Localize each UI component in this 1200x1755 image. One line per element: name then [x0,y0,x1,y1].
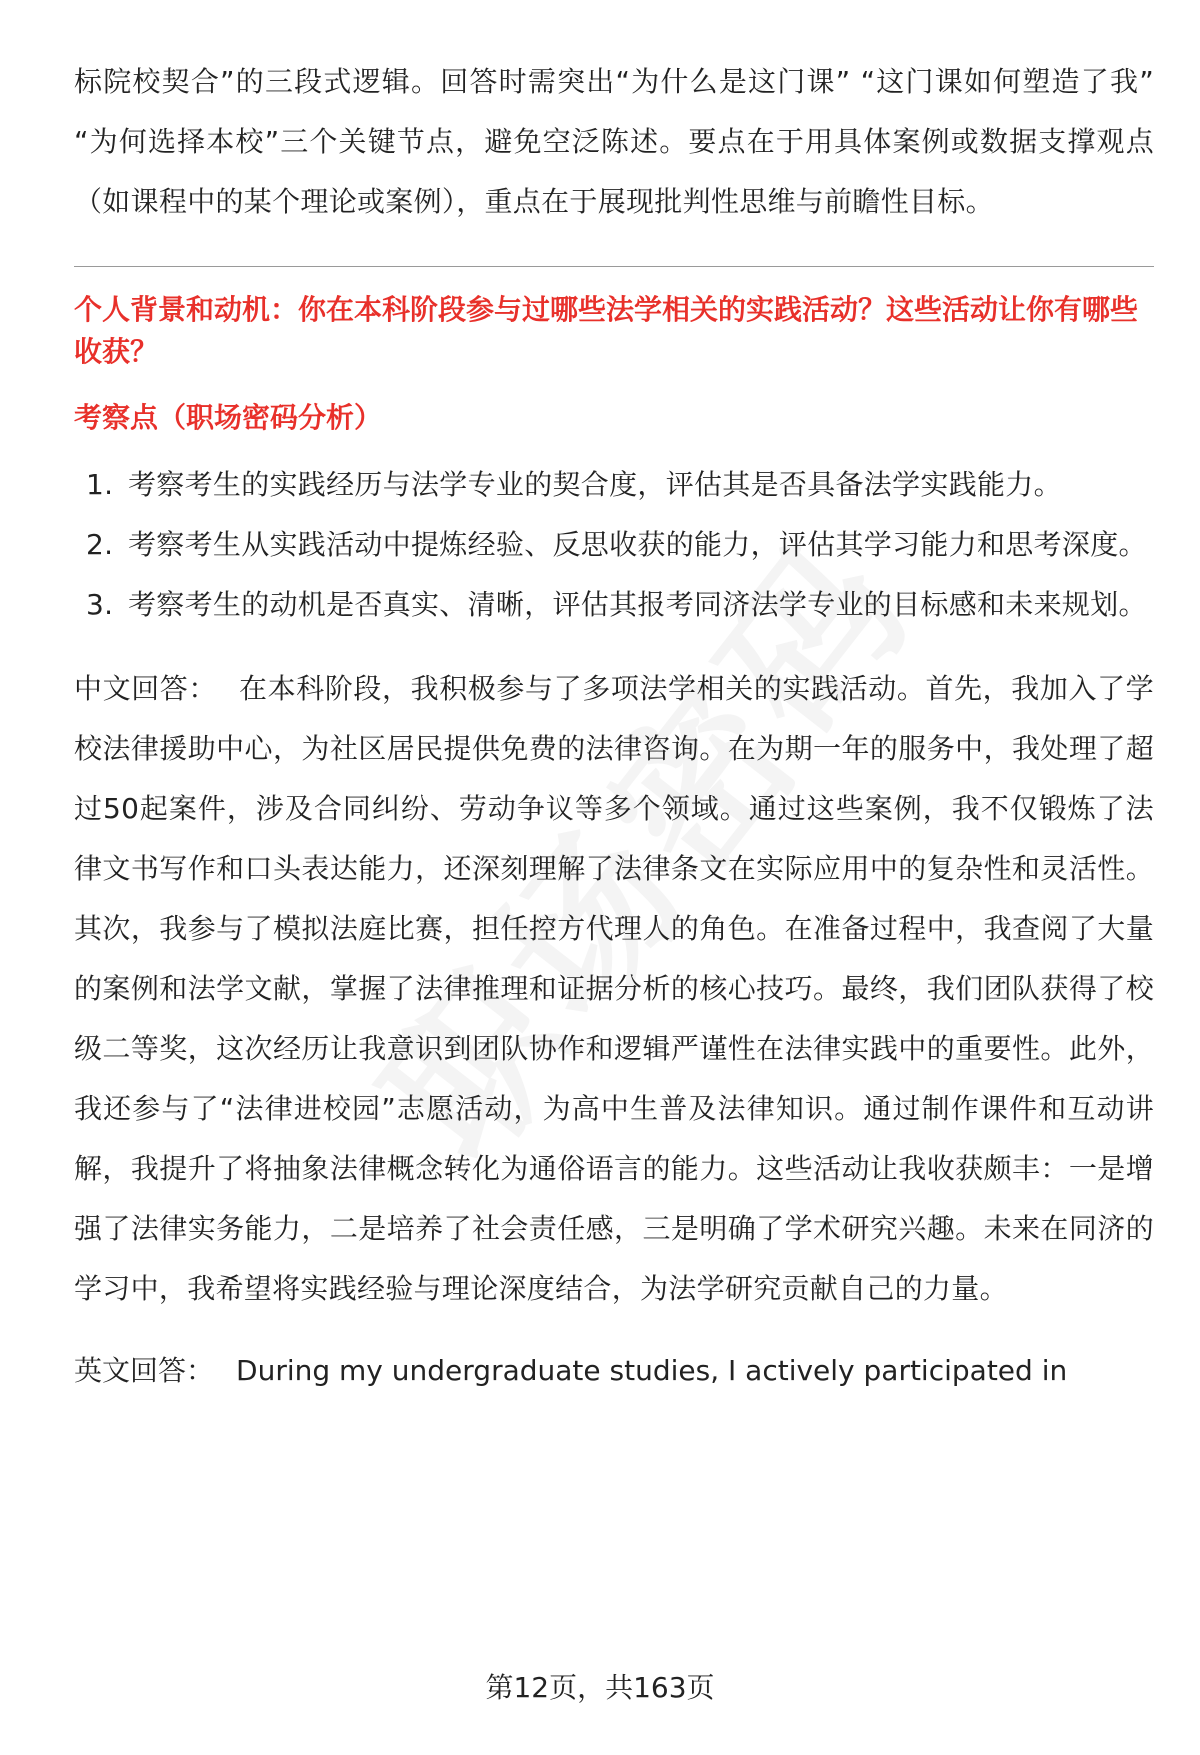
list-item-number: 3. [86,588,114,621]
english-answer [74,1341,1154,1401]
question-heading: 个人背景和动机：你在本科阶段参与过哪些法学相关的实践活动？这些活动让你有哪些收获？ [74,293,1139,368]
list-item [74,515,1154,575]
page-number: 第12页，共163页 [485,1671,715,1704]
chinese-answer-label: 中文回答： [74,672,218,705]
list-item [74,575,1154,635]
list-item-number: 1. [86,468,114,501]
list-item [74,455,1154,515]
list-item-text: 考察考生的实践经历与法学专业的契合度，评估其是否具备法学实践能力。 [128,468,1062,501]
assessment-list [74,455,1154,635]
chinese-answer-text: 在本科阶段，我积极参与了多项法学相关的实践活动。首先，我加入了学校法律援助中心，为社区居民提供免费的法律咨询。在为期一年的服务中，我处理了超过50起案件，涉及合同纠纷、劳动争议等多个领域。通过这些案例，我不仅锻炼了法律文书写作和口头表达能力，还深刻理解了法律条文在实际应用中的复杂性和灵活性。其次，我参与了模拟法庭比赛，担任控方代理人的角色。在准备过程中，我查阅了大量的案例和法学文献，掌握了法律推理和证据分析的核心技巧。最终，我们团队获得了校级二等奖，这次经历让我意识到团队协作和逻辑严谨性在法律实践中的重要性。此外，我还参与了“法律进校园”志愿活动，为高中生普及法律知识。通过制作课件和互动讲解，我提升了将抽象法律概念转化为通俗语言的能力。这些活动让我收获颇丰：一是增强了法律实务能力，二是培养了社会责任感，三是明确了学术研究兴趣。未来在同济的学习中，我希望将实践经验与理论深度结合，为法学研究贡献自己的力量。 [74,672,1154,1305]
chinese-answer [74,659,1154,1319]
english-answer-text: During my undergraduate studies, I actively participated in [236,1354,1068,1387]
list-item-text: 考察考生从实践活动中提炼经验、反思收获的能力，评估其学习能力和思考深度。 [128,528,1147,561]
english-answer-label: 英文回答： [74,1354,215,1387]
section-divider [74,266,1154,267]
assessment-heading: 考察点（职场密码分析） [74,401,383,434]
list-item-text: 考察考生的动机是否真实、清晰，评估其报考同济法学专业的目标感和未来规划。 [128,588,1147,621]
list-item-number: 2. [86,528,114,561]
page-content [74,52,1154,1401]
intro-paragraph: 标院校契合”的三段式逻辑。回答时需突出“为什么是这门课” “这门课如何塑造了我” “为何选择本校”三个关键节点，避免空泛陈述。要点在于用具体案例或数据支撑观点（如课程中的某个理论或案例），重点在于展现批判性思维与前瞻性目标。 [74,65,1154,218]
